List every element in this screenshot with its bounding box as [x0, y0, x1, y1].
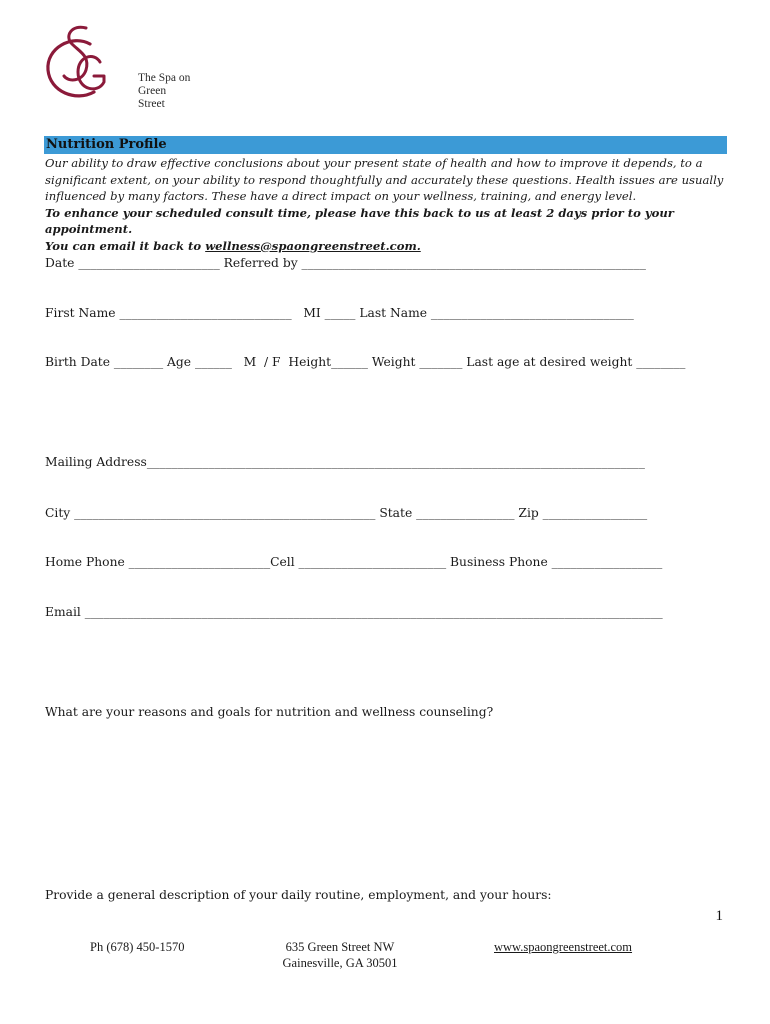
logo-name-line2: Green Street — [138, 85, 167, 110]
footer-address-line1: 635 Green Street NW — [285, 940, 395, 954]
spa-logo — [42, 22, 192, 110]
section-header-bar — [44, 136, 727, 154]
intro-paragraph — [45, 155, 735, 254]
footer-address-line2: Gainesville, GA 30501 — [282, 956, 398, 970]
date-referred-field[interactable]: Date _______________________ Referred by ________________________________________________________ — [45, 256, 646, 270]
intro-email-line — [45, 238, 735, 255]
city-state-zip-field[interactable]: City _________________________________________________ State ________________ Zip _________________ — [45, 506, 648, 520]
mailing-address-field[interactable]: Mailing Address_________________________________________________________________________________ — [45, 455, 645, 469]
footer-address — [278, 939, 402, 971]
intro-line: influenced by many factors. These have a direct impact on your wellness, training, and energy level. — [45, 189, 637, 203]
logo-text — [138, 72, 192, 111]
footer-phone: Ph (678) 450-1570 — [90, 940, 185, 954]
intro-line: significant extent, on your ability to respond thoughtfully and accurately these questions. Health issues are usually — [45, 172, 724, 187]
phone-field[interactable]: Home Phone _______________________Cell ________________________ Business Phone __________________ — [45, 555, 663, 569]
email-field[interactable]: Email ______________________________________________________________________________________________ — [45, 605, 663, 619]
intro-email-prefix: You can email it back to — [45, 238, 206, 253]
routine-question: Provide a general description of your daily routine, employment, and your hours: — [45, 888, 552, 902]
intro-instruction: To enhance your scheduled consult time, please have this back to us at least 2 days prior to your appointment. — [45, 205, 674, 236]
section-title: Nutrition Profile — [46, 137, 167, 152]
footer-website-link[interactable]: www.spaongreenstreet.com — [494, 940, 633, 954]
intro-line: Our ability to draw effective conclusions about your present state of health and how to improve it depends, to a — [45, 156, 703, 170]
goals-question: What are your reasons and goals for nutrition and wellness counseling? — [45, 705, 494, 719]
email-link[interactable]: wellness@spaongreenstreet.com. — [205, 238, 421, 253]
logo-name-line1: The Spa on — [138, 72, 191, 84]
birth-age-weight-field[interactable]: Birth Date ________ Age ______ M / F Height______ Weight _______ Last age at desired weight ________ — [45, 355, 686, 369]
page-number: 1 — [715, 908, 723, 924]
name-field[interactable]: First Name ____________________________ MI _____ Last Name _________________________________ — [45, 306, 634, 320]
